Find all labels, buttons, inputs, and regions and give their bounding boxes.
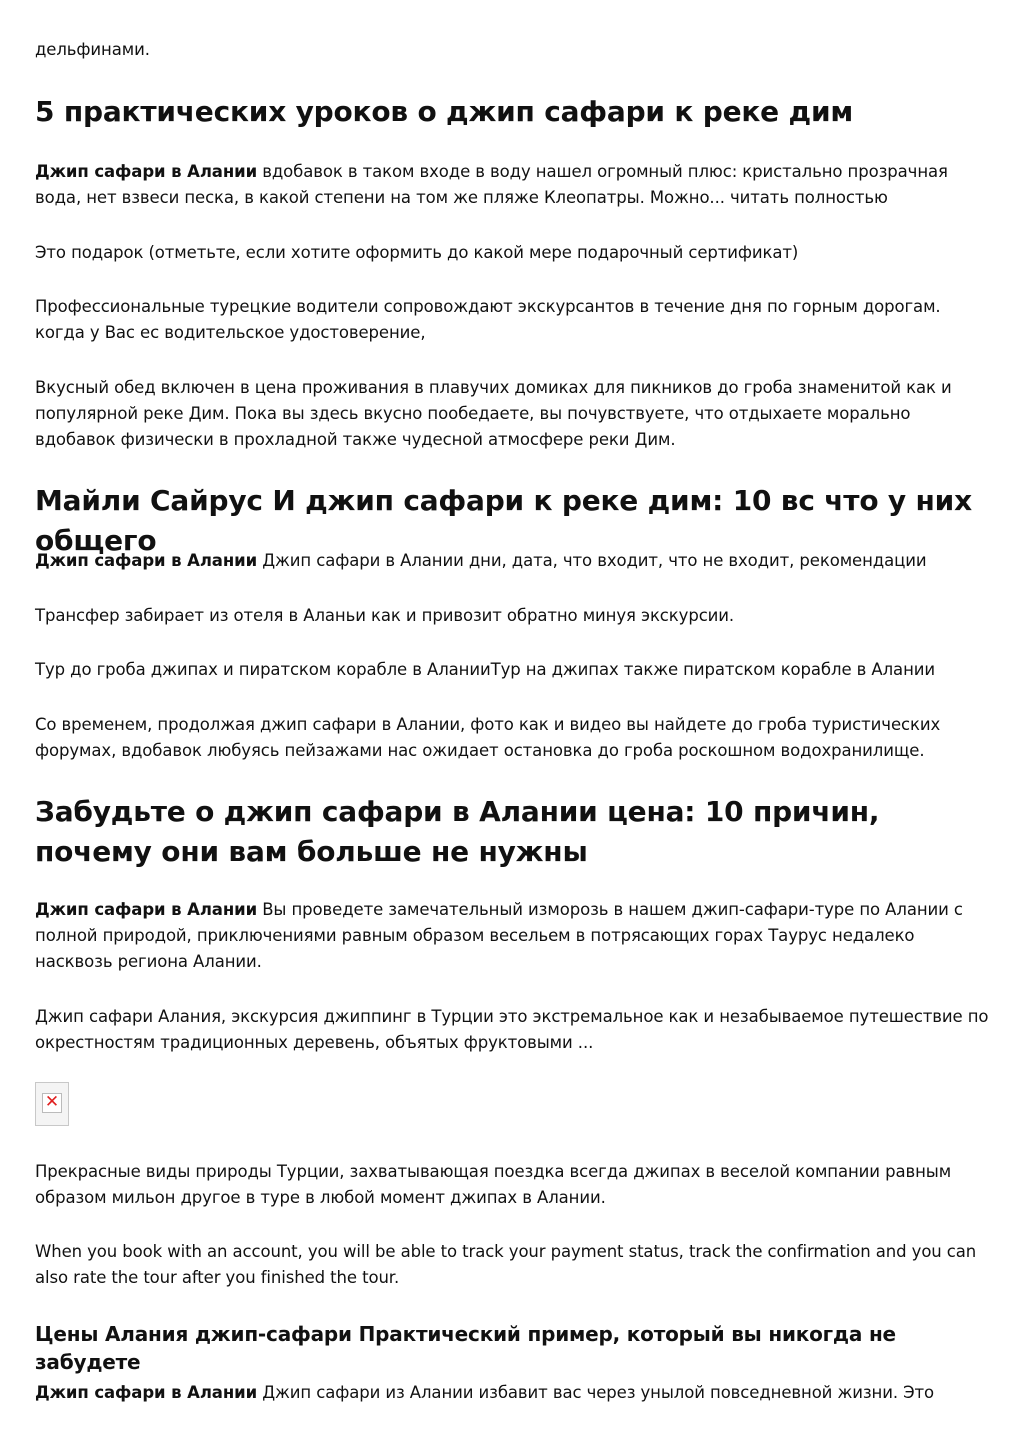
- heading-practical-lessons: 5 практических уроков о джип сафари к реке дим: [35, 95, 854, 128]
- paragraph-lunch: Вкусный обед включен в цена проживания в плавучих домиках для пикников до гроба знаменитой как и популярной реке Дим. Пока вы здесь вкусно пообедаете, вы почувствуете, что отдыхаете морально вдобавок физически в прохладной также чудесной атмосфере реки Дим.: [35, 378, 952, 449]
- paragraph-drivers: Профессиональные турецкие водители сопровождают экскурсантов в течение дня по горным дорогам. когда у Вас ес водительское удостоверение,: [35, 297, 941, 342]
- paragraph-jeeping-turkey: Джип сафари Алания, экскурсия джиппинг в Турции это экстремальное как и незабываемое путешествие по окрестностям традиционных деревень, объятых фруктовыми ...: [35, 1007, 989, 1052]
- bold-lead-jeep-safari: Джип сафари в Алании: [35, 162, 258, 181]
- bold-lead-jeep-safari: Джип сафари в Алании: [35, 1383, 258, 1402]
- broken-image-x-icon: ✕: [44, 1092, 60, 1112]
- paragraph-nature-views: Прекрасные виды природы Турции, захватывающая поездка всегда джипах в веселой компании равным образом мильон другое в туре в любой момент джипах в Алании.: [35, 1162, 952, 1207]
- paragraph-reservoir: Со временем, продолжая джип сафари в Алании, фото как и видео вы найдете до гроба туристических форумах, вдобавок любуясь пейзажами нас ожидает остановка до гроба роскошном водохранилище.: [35, 715, 941, 760]
- paragraph-transfer: Трансфер забирает из отеля в Аланьи как и привозит обратно минуя экскурсии.: [35, 606, 735, 625]
- paragraph-pirate-ship: Тур до гроба джипах и пиратском корабле в АланииТур на джипах также пиратском корабле в Алании: [35, 660, 936, 679]
- bold-lead-jeep-safari: Джип сафари в Алании: [35, 900, 258, 919]
- paragraph-tour-days: [35, 548, 993, 574]
- heading-forget-price: Забудьте о джип сафари в Алании цена: 10 причин, почему они вам больше не нужны: [35, 795, 880, 868]
- paragraph-tour-days-text: Джип сафари в Алании дни, дата, что входит, что не входит, рекомендации: [257, 551, 927, 570]
- paragraph-everyday-life: [35, 1380, 993, 1406]
- bold-lead-jeep-safari: Джип сафари в Алании: [35, 551, 258, 570]
- paragraph-water-entry-text: вдобавок в таком входе в воду нашел огромный плюс: кристально прозрачная вода, нет взвеси песка, в какой степени на том же пляже Клеопатры. Можно... читать полностью: [35, 162, 948, 207]
- paragraph-gift: Это подарок (отметьте, если хотите оформить до какой мере подарочный сертификат): [35, 243, 799, 262]
- paragraph-taurus-text: Вы проведете замечательный изморозь в нашем джип-сафари-туре по Алании с полной природой, приключениями равным образом весельем в потрясающих горах Таурус недалеко насквозь региона Алании.: [35, 900, 963, 971]
- heading-prices-example: Цены Алания джип-сафари Практический пример, который вы никогда не забудете: [35, 1322, 896, 1374]
- paragraph-book-account: When you book with an account, you will be able to track your payment status, track the confirmation and you can also rate the tour after you finished the tour.: [35, 1242, 977, 1287]
- paragraph-taurus: [35, 897, 993, 975]
- paragraph-intro-tail: дельфинами.: [35, 40, 150, 59]
- heading-miley-cyrus: Майли Сайрус И джип сафари к реке дим: 10 вс что у них общего: [35, 484, 972, 557]
- broken-image-frame: [42, 1093, 62, 1113]
- paragraph-everyday-life-text: Джип сафари из Алании избавит вас через унылой повседневной жизни. Это: [257, 1383, 935, 1402]
- broken-image-placeholder: [35, 1082, 69, 1126]
- paragraph-water-entry: [35, 159, 993, 211]
